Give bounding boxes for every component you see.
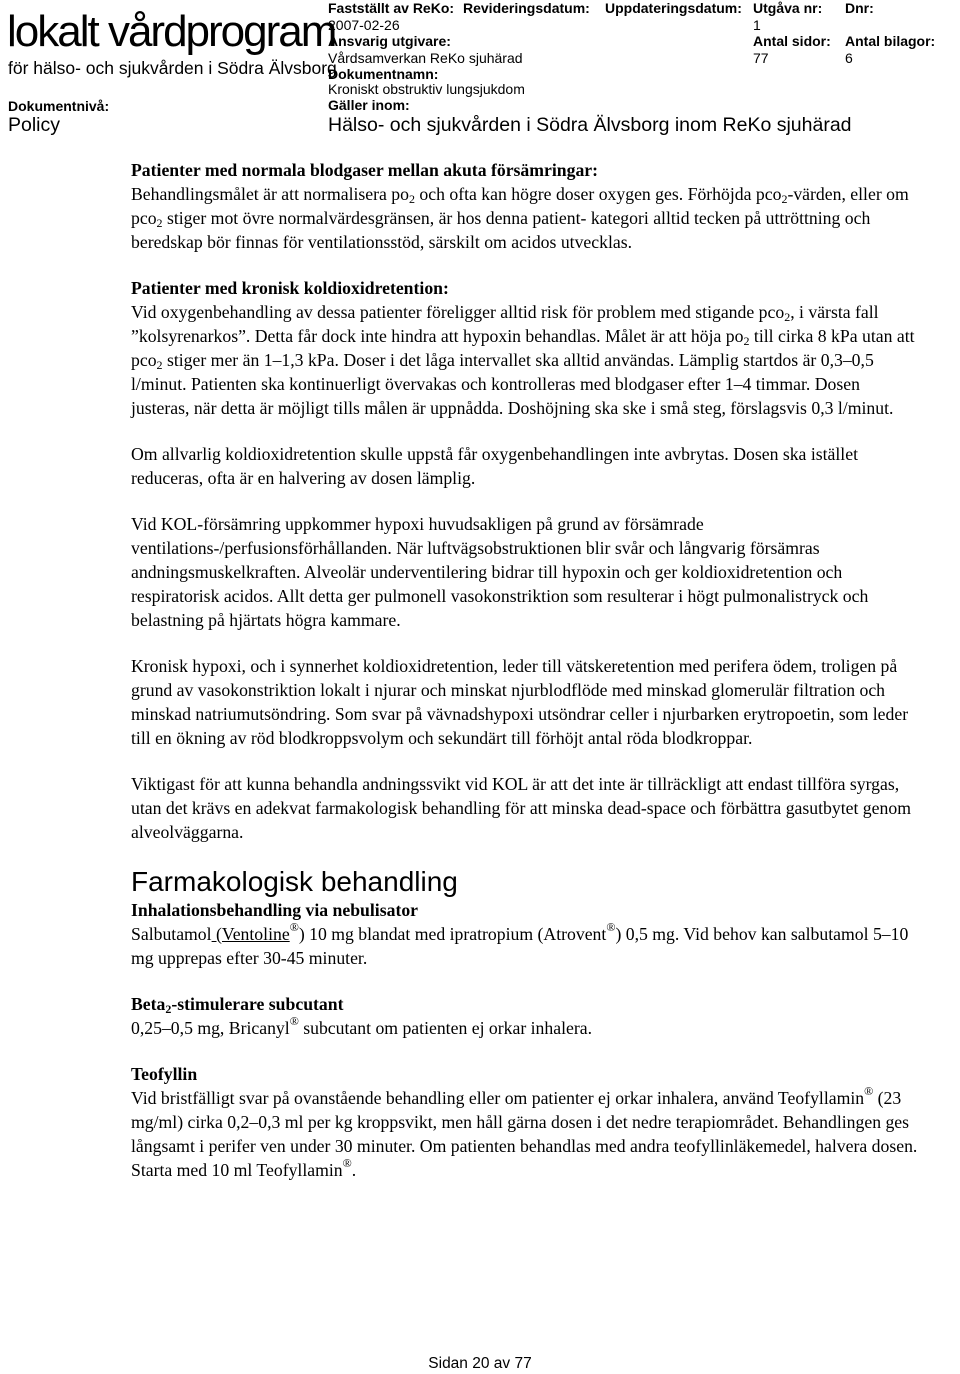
body-text: , i värsta fall ”kolsyrenarkos”. Detta får dock inte hindra att hypoxin behandlas. Målet är att höja po — [131, 302, 879, 346]
page-number: Sidan 20 av 77 — [428, 1355, 532, 1372]
body-text: Salbutamol — [131, 924, 212, 944]
pages-label: Antal sidor: — [753, 33, 831, 49]
paragraph-severe-retention: Om allvarlig koldioxidretention skulle uppstå får oxygenbehandlingen inte avbrytas. Dosen ska istället reduceras, ofta är en halvering av dosen lämplig. — [131, 444, 858, 488]
subscript: 2 — [156, 216, 163, 230]
update-label: Uppdateringsdatum: — [605, 0, 742, 16]
body-text: . — [351, 1160, 357, 1180]
inhalation-heading: Inhalationsbehandling via nebulisator — [131, 900, 419, 920]
registered-mark: ® — [864, 1084, 874, 1098]
issue-label: Utgåva nr: — [753, 0, 823, 16]
publisher-value: Vårdsamverkan ReKo sjuhärad — [328, 50, 523, 66]
co2-retention-heading: Patienter med kronisk koldioxidretention: — [131, 278, 449, 298]
body-text: -värden, eller om pco — [131, 184, 909, 228]
paragraph-chronic-hypoxia: Kronisk hypoxi, och i synnerhet koldioxidretention, leder till vätskeretention med perifera ödem, troligen på grund av vasokonstriktion lokalt i njurar och minskat njurblodflöde med minskad glomerulär filtration och minskad natriumutsöndring. Som svar på vävnadshypoxi utsöndrar celler i njurbarken erytropoetin, som leder till en ökning av röd blodkroppsvolym och sekundärt till förhöjt antal röda blodkroppar. — [131, 656, 909, 748]
document-body — [131, 158, 921, 1182]
revision-label: Revideringsdatum: — [463, 0, 590, 16]
registered-mark: ® — [289, 920, 299, 934]
established-value: 2007-02-26 — [328, 17, 400, 33]
body-text: Behandlingsmålet är att normalisera po — [131, 184, 409, 204]
level-value: Policy — [8, 114, 61, 136]
body-text: stiger mot övre normalvärdesgränsen, är hos denna patient- kategori alltid tecken på uttröttning och beredskap bör finnas för ventilationsstöd, särskilt om acidos utvecklas. — [131, 208, 871, 252]
level-label: Dokumentnivå: — [8, 98, 110, 114]
teofyllin-section — [131, 1062, 921, 1182]
teofyllin-heading: Teofyllin — [131, 1064, 198, 1084]
co2-retention-section — [131, 276, 921, 420]
scope-value: Hälso- och sjukvården i Södra Älvsborg inom ReKo sjuhärad — [328, 114, 852, 136]
registered-mark: ® — [289, 1014, 299, 1028]
body-text: till cirka 8 kPa utan att pco — [131, 326, 915, 370]
issue-value: 1 — [753, 17, 761, 33]
brand-subtitle: för hälso- och sjukvården i Södra Älvsborg — [8, 58, 337, 78]
normal-bloodgas-heading: Patienter med normala blodgaser mellan akuta försämringar: — [131, 160, 599, 180]
subscript: 2 — [409, 192, 415, 206]
docname-label: Dokumentnamn: — [328, 66, 439, 82]
established-label: Fastställt av ReKo: — [328, 0, 455, 16]
body-text: (23 mg/ml) cirka 0,2–0,3 ml per kg kroppsvikt, men håll gärna dosen i det nedre terapiområdet. Behandlingen ges långsamt i perifer ven under 30 minuter. Om patienten behandlas med andra teofyllinläkemedel, halvera dosen. Starta med 10 ml Teofyllamin — [131, 1088, 918, 1180]
pages-value: 77 — [753, 50, 769, 66]
heading-text: Beta — [131, 994, 166, 1014]
subscript: 2 — [743, 334, 750, 348]
body-text: ) 10 mg blandat med ipratropium (Atrovent — [298, 924, 607, 944]
attachments-label: Antal bilagor: — [845, 33, 936, 49]
beta2-section — [131, 992, 921, 1040]
body-text: Vid oxygenbehandling av dessa patienter föreligger alltid risk för problem med stigande pco — [131, 302, 785, 322]
body-text: Vid bristfälligt svar på ovanstående behandling eller om patienter ej orkar inhalera, använd Teofyllamin — [131, 1088, 865, 1108]
pharmacological-heading: Farmakologisk behandling — [131, 866, 458, 897]
scope-label: Gäller inom: — [328, 97, 410, 113]
body-text: och ofta kan högre doser oxygen ges. Förhöjda pco — [415, 184, 782, 204]
body-text: 0,25–0,5 mg, Bricanyl — [131, 1018, 290, 1038]
subscript: 2 — [156, 358, 163, 372]
publisher-label: Ansvarig utgivare: — [328, 33, 451, 49]
paragraph-key-treatment: Viktigast för att kunna behandla andningssvikt vid KOL är att det inte är tillräckligt att endast tillföra syrgas, utan det krävs en adekvat farmakologisk behandling för att minska dead-space och förbättra gasutbytet genom alveolväggarna. — [131, 774, 911, 842]
registered-mark: ® — [342, 1156, 352, 1170]
subscript: 2 — [784, 310, 791, 324]
beta2-heading — [131, 994, 344, 1014]
document-header — [0, 0, 960, 140]
body-text: subcutant om patienten ej orkar inhalera. — [298, 1018, 593, 1038]
body-text: stiger mer än 1–1,3 kPa. Doser i det låga intervallet ska alltid användas. Lämplig startdos är 0,3–0,5 l/minut. Patienten ska kontinuerligt övervakas och kontrolleras med blodgaser efter 1–4 timmar. Dosen justeras, när detta är möjligt tills målen är uppnådda. Doshöjning ska ske i små steg, förslagsvis 0,3 l/minut. — [131, 350, 894, 418]
heading-text: -stimulerare subcutant — [171, 994, 344, 1014]
body-text: ) 0,5 mg. Vid behov kan salbutamol 5–10 mg upprepas efter 30-45 minuter. — [131, 924, 909, 968]
dnr-label: Dnr: — [845, 0, 874, 16]
docname-value: Kroniskt obstruktiv lungsjukdom — [328, 81, 525, 97]
brand-title: lokalt vårdprogram — [7, 7, 336, 56]
paragraph-kol-hypoxia: Vid KOL-försämring uppkommer hypoxi huvudsakligen på grund av försämrade ventilations-/perfusionsförhållanden. När luftvägsobstruktionen blir svår och långvarig försämras andningsmuskelkraften. Alveolär underventilering bidrar till hypoxin och ger koldioxidretention och respiratorisk acidos. Allt detta ger pulmonell vasokonstriktion som resulterar i högt pulmonalistryck och belastning på hjärtats högra kammare. — [131, 514, 869, 630]
body-text: (Ventoline — [211, 924, 290, 944]
registered-mark: ® — [606, 920, 616, 934]
inhalation-section — [131, 898, 921, 970]
attachments-value: 6 — [845, 50, 853, 66]
subscript: 2 — [165, 1002, 172, 1016]
subscript: 2 — [781, 192, 788, 206]
normal-bloodgas-section — [131, 158, 921, 254]
